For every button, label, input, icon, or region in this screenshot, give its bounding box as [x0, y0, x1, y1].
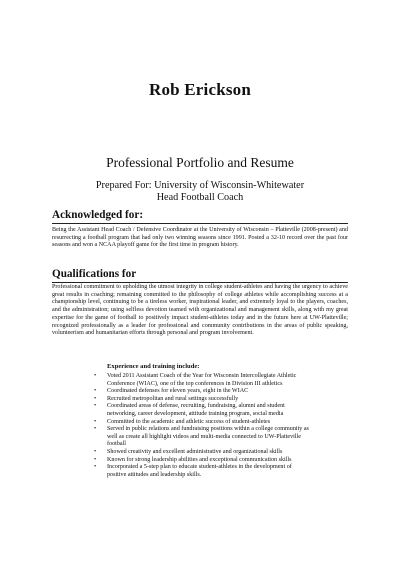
qualifications-rule — [52, 282, 348, 283]
list-item-text: Served in public relations and fundraising positions within a college community as well as create all highlight videos and multi-media connected to UW-Platteville football — [107, 426, 309, 448]
list-item-text: Committed to the academic and athletic success of student-athletes — [107, 418, 271, 425]
list-item — [94, 426, 310, 449]
bullet-icon: • — [94, 418, 97, 425]
list-item-text: Recruited metropolitan and rural settings successfully — [107, 395, 239, 402]
acknowledged-heading: Acknowledged for: — [52, 209, 144, 221]
prepared-for-line-1: Prepared For: University of Wisconsin-Whitewater — [95, 180, 305, 191]
experience-heading: Experience and training include: — [107, 363, 200, 370]
candidate-name: Rob Erickson — [148, 80, 252, 99]
bullet-icon: • — [94, 464, 97, 471]
bullet-icon: • — [94, 456, 97, 463]
bullet-icon: • — [94, 373, 97, 379]
prepared-for-line-2: Head Football Coach — [156, 192, 244, 203]
list-item-text: Known for strong leadership abilities and exceptional communication skills — [107, 456, 292, 463]
list-item — [94, 457, 310, 465]
list-item — [94, 449, 310, 457]
list-item-text: Showed creativity and excellent administrative and organizational skills — [107, 448, 283, 455]
list-item-text: Incorporated a 5-step plan to educate student-athletes in the development of positive attitudes and leadership skills. — [107, 464, 292, 478]
list-item — [94, 373, 310, 388]
qualifications-text: Professional commitment to upholding the utmost integrity in college student-athletes and having the urgency to achieve great results in coaching; remaining committed to the philosophy of college athletes while accomplishing success at a championship level, continuing to be a tireless worker, inspirational leader, and extremely loyal to the players, coaches, and the administration; using selfless devotion teamed with organizational and management skills, along with my great expertise for the game of football to positively impact student-athletes today and in the future here at UW-Platteville; recognized professionally as a leader for professional and community contributions in the areas of public speaking, volunteerism and humanitarian efforts through personal and program involvement. — [52, 284, 348, 337]
list-item — [94, 403, 310, 418]
list-item-text: Coordinated areas of defense, recruiting, fundraising, alumni and student networking, career development, attitude training program, social media — [107, 403, 285, 417]
list-item-text: Coordinated defenses for eleven years, eight in the WIAC — [107, 388, 249, 395]
bullet-icon: • — [94, 448, 97, 455]
bullet-icon: • — [94, 395, 97, 402]
acknowledged-text: Being the Assistant Head Coach / Defensive Coordinator at the University of Wisconsin – Platteville (2008-present) and resurrecting a football program that had only two winning seasons since 1991. Posted a 32-10 record over the past four seasons and won a NCAA playoff game for the first time in program history. — [52, 227, 348, 249]
bullet-icon: • — [94, 388, 97, 395]
acknowledged-rule — [52, 223, 348, 224]
list-item-text: Voted 2011 Assistant Coach of the Year for Wisconsin Intercollegiate Athletic Conference (WIAC), one of the top conferences in Division III athletics — [107, 373, 297, 387]
bullet-icon: • — [94, 403, 97, 410]
prepared-for-block — [0, 180, 400, 204]
bullet-icon: • — [94, 426, 97, 433]
list-item — [94, 464, 310, 479]
experience-list — [94, 373, 310, 479]
qualifications-heading: Qualifications for — [52, 268, 137, 280]
document-subtitle: Professional Portfolio and Resume — [106, 155, 294, 170]
list-item — [94, 388, 310, 396]
